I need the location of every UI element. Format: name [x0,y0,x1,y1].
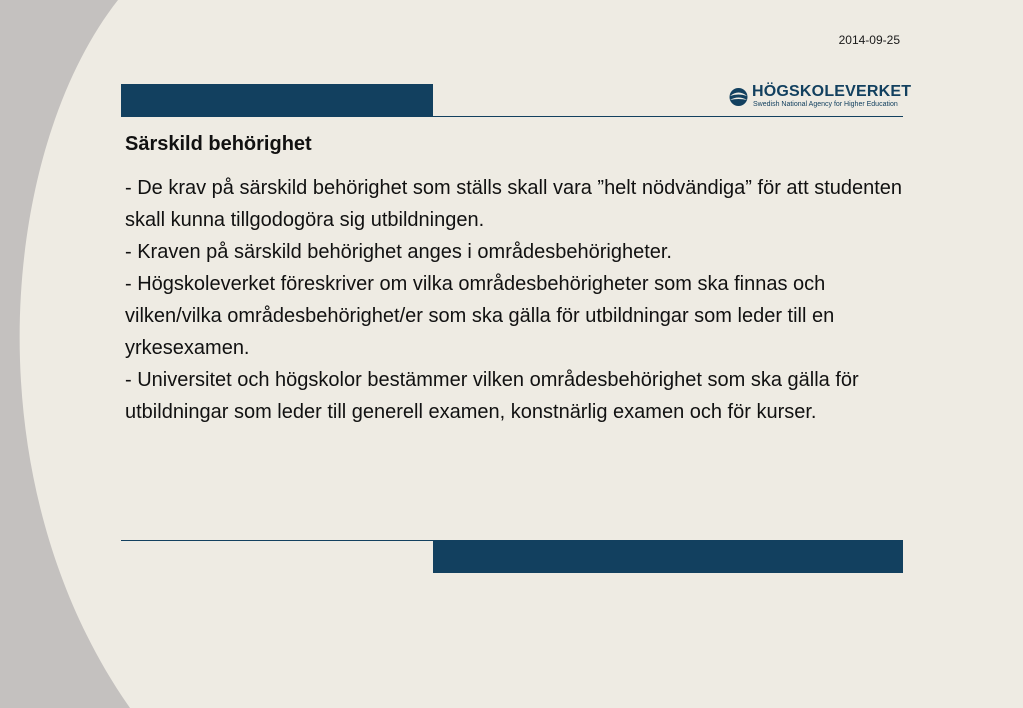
footer-bar [433,540,903,573]
bullet-paragraph: - Högskoleverket föreskriver om vilka områdesbehörigheter som ska finnas och vilken/vilka områdesbehörighet/er som ska gälla för utbildningar som leder till en yrkesexamen. [125,273,835,359]
footer-rule [121,540,433,541]
agency-logo [729,82,912,112]
logo-subtitle: Swedish National Agency for Higher Education [753,101,898,108]
bullet-paragraph: - De krav på särskild behörighet som ställs skall vara ”helt nödvändiga” för att studenten skall kunna tillgodogöra sig utbildningen. [125,177,903,231]
header-rule [433,116,903,117]
agency-emblem-icon [729,83,748,111]
bullet-paragraph: - Universitet och högskolor bestämmer vilken områdesbehörighet som ska gälla för utbildningar som leder till generell examen, konstnärlig examen och för kurser. [125,369,859,423]
slide-date: 2014-09-25 [838,33,900,47]
slide-heading: Särskild behörighet [125,133,312,155]
bullet-paragraph: - Kraven på särskild behörighet anges i områdesbehörigheter. [125,241,672,263]
slide-content [125,130,925,428]
logo-name: HÖGSKOLEVERKET [752,83,912,100]
header-bar [121,84,433,117]
